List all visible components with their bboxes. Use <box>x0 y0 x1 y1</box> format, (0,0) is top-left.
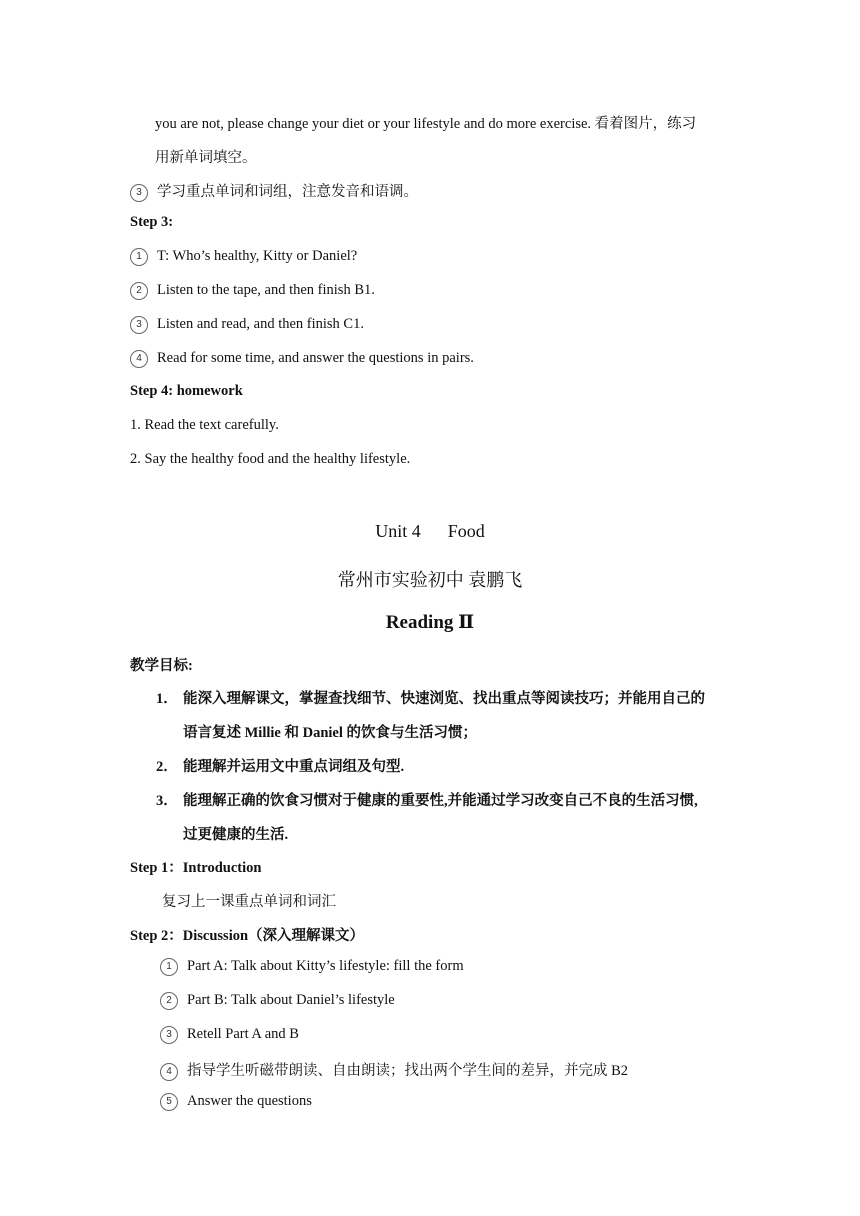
list-item <box>130 248 357 266</box>
item-text: 指导学生听磁带朗读、自由朗读；找出两个学生间的差异，并完成 B2 <box>187 1063 629 1079</box>
item-number: 4 <box>130 350 148 368</box>
paragraph-line: 用新单词填空。 <box>155 150 257 166</box>
goal-number: 2． <box>156 759 178 775</box>
item-number: 3 <box>130 184 148 202</box>
goal-item <box>156 755 404 776</box>
goal-text-continued: 过更健康的生活. <box>183 827 289 843</box>
paragraph-line: you are not, please change your diet or your lifestyle and do more exercise. 看着图片，练习 <box>155 116 697 132</box>
step1-text: 复习上一课重点单词和词汇 <box>162 894 336 910</box>
item-number: 1 <box>130 248 148 266</box>
goal-number: 1． <box>156 691 178 707</box>
item-text: Retell Part A and B <box>187 1026 299 1042</box>
item-number: 2 <box>160 992 178 1010</box>
step2-heading: Step 2：Discussion（深入理解课文） <box>130 928 365 944</box>
item-number: 2 <box>130 282 148 300</box>
goal-text-continued: 语言复述 Millie 和 Daniel 的饮食与生活习惯； <box>183 725 478 741</box>
list-item <box>160 958 464 976</box>
goal-number: 3． <box>156 793 178 809</box>
item-number: 5 <box>160 1093 178 1111</box>
list-item <box>130 180 418 202</box>
list-item <box>160 1026 299 1044</box>
item-number: 1 <box>160 958 178 976</box>
reading-title: Reading Ⅱ <box>385 612 475 633</box>
list-item <box>160 1059 628 1081</box>
item-number: 3 <box>130 316 148 334</box>
homework-item: 2. Say the healthy food and the healthy lifestyle. <box>130 451 411 467</box>
goals-heading: 教学目标: <box>130 658 193 674</box>
item-text: Read for some time, and answer the questions in pairs. <box>157 350 474 366</box>
goal-text: 能深入理解课文，掌握查找细节、快速浏览、找出重点等阅读技巧；并能用自己的 <box>183 691 705 707</box>
item-text: Listen to the tape, and then finish B1. <box>157 282 375 298</box>
step3-heading: Step 3: <box>130 214 174 230</box>
item-text: Part A: Talk about Kitty’s lifestyle: fill the form <box>187 958 464 974</box>
item-number: 4 <box>160 1063 178 1081</box>
list-item <box>160 992 395 1010</box>
goal-item <box>156 687 705 708</box>
unit-title: Unit 4 Food <box>375 521 485 541</box>
homework-item: 1. Read the text carefully. <box>130 417 279 433</box>
item-text: Listen and read, and then finish C1. <box>157 316 364 332</box>
goal-item <box>156 789 698 810</box>
item-text: 学习重点单词和词组，注意发音和语调。 <box>157 184 418 200</box>
list-item <box>130 282 375 300</box>
list-item <box>130 316 364 334</box>
step4-heading: Step 4: homework <box>130 383 243 399</box>
item-text: Answer the questions <box>187 1093 312 1109</box>
item-text: T: Who’s healthy, Kitty or Daniel? <box>157 248 358 264</box>
list-item <box>160 1093 312 1111</box>
item-text: Part B: Talk about Daniel’s lifestyle <box>187 992 395 1008</box>
goal-text: 能理解并运用文中重点词组及句型. <box>183 759 405 775</box>
author-line: 常州市实验初中 袁鹏飞 <box>337 570 523 590</box>
step1-heading: Step 1：Introduction <box>130 860 262 876</box>
item-number: 3 <box>160 1026 178 1044</box>
list-item <box>130 350 474 368</box>
goal-text: 能理解正确的饮食习惯对于健康的重要性,并能通过学习改变自己不良的生活习惯, <box>183 793 698 809</box>
